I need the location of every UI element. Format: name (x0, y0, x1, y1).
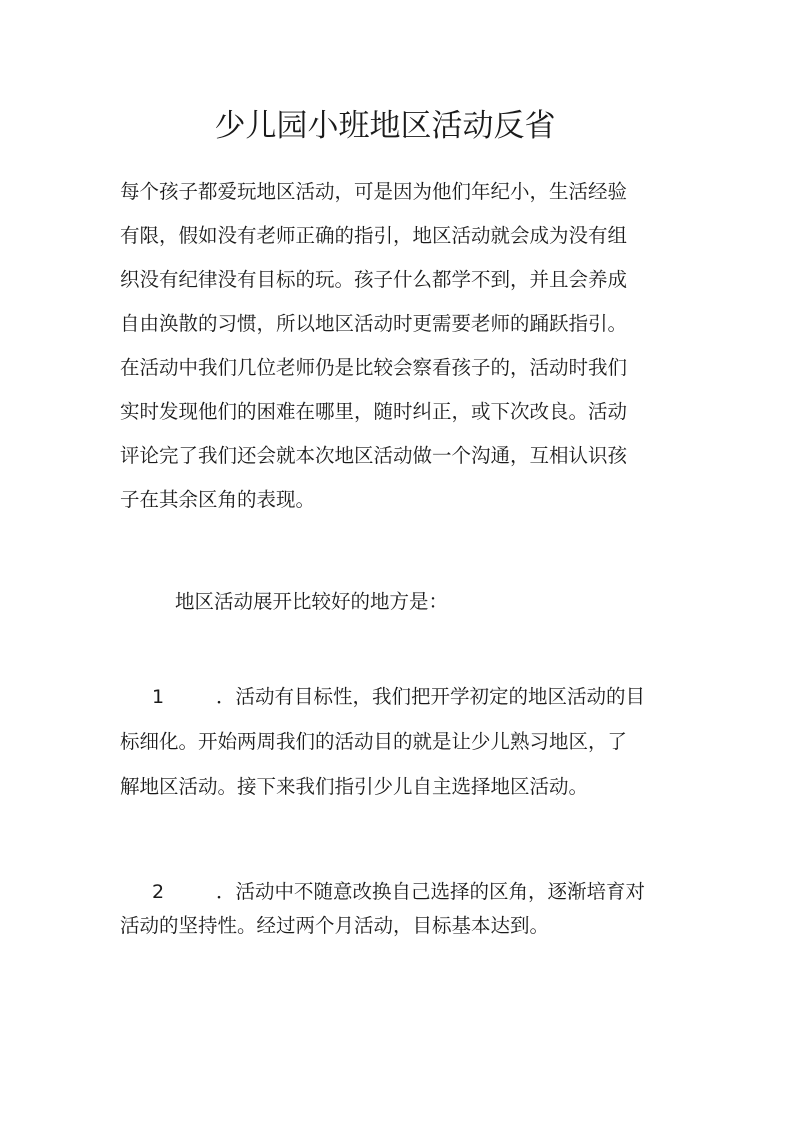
document-title: 少儿园小班地区活动反省 (214, 108, 556, 144)
item-1-line-3: 解地区活动。接下来我们指引少儿自主选择地区活动。 (120, 775, 589, 798)
intro-line-6: 实时发现他们的困难在哪里，随时纠正，或下次改良。活动 (120, 400, 628, 423)
intro-line-1: 每个孩子都爱玩地区活动，可是因为他们年纪小，生活经验 (120, 180, 628, 203)
intro-line-5: 在活动中我们几位老师仍是比较会察看孩子的，活动时我们 (120, 356, 628, 379)
item-2-line-2: 活动的坚持性。经过两个月活动，目标基本达到。 (120, 914, 550, 937)
item-1-line-2: 标细化。开始两周我们的活动目的就是让少儿熟习地区，了 (120, 730, 628, 753)
item-2-first-line (152, 878, 645, 906)
intro-line-4: 自由涣散的习惯，所以地区活动时更需要老师的踊跃指引。 (120, 312, 628, 335)
intro-line-8: 子在其余区角的表现。 (120, 488, 316, 511)
intro-line-3: 织没有纪律没有目标的玩。孩子什么都学不到，并且会养成 (120, 268, 628, 291)
item-2-line-1: ．活动中不随意改换自己选择的区角，逐渐培育对 (216, 880, 646, 903)
item-1-line-1: ．活动有目标性，我们把开学初定的地区活动的目 (216, 685, 646, 708)
item-2-number: 2 (152, 881, 165, 903)
intro-line-7: 评论完了我们还会就本次地区活动做一个沟通，互相认识孩 (120, 444, 628, 467)
item-1-number: 1 (152, 686, 165, 708)
section-heading: 地区活动展开比较好的地方是： (175, 590, 449, 613)
item-1-first-line (152, 683, 645, 711)
intro-line-2: 有限，假如没有老师正确的指引，地区活动就会成为没有组 (120, 224, 628, 247)
